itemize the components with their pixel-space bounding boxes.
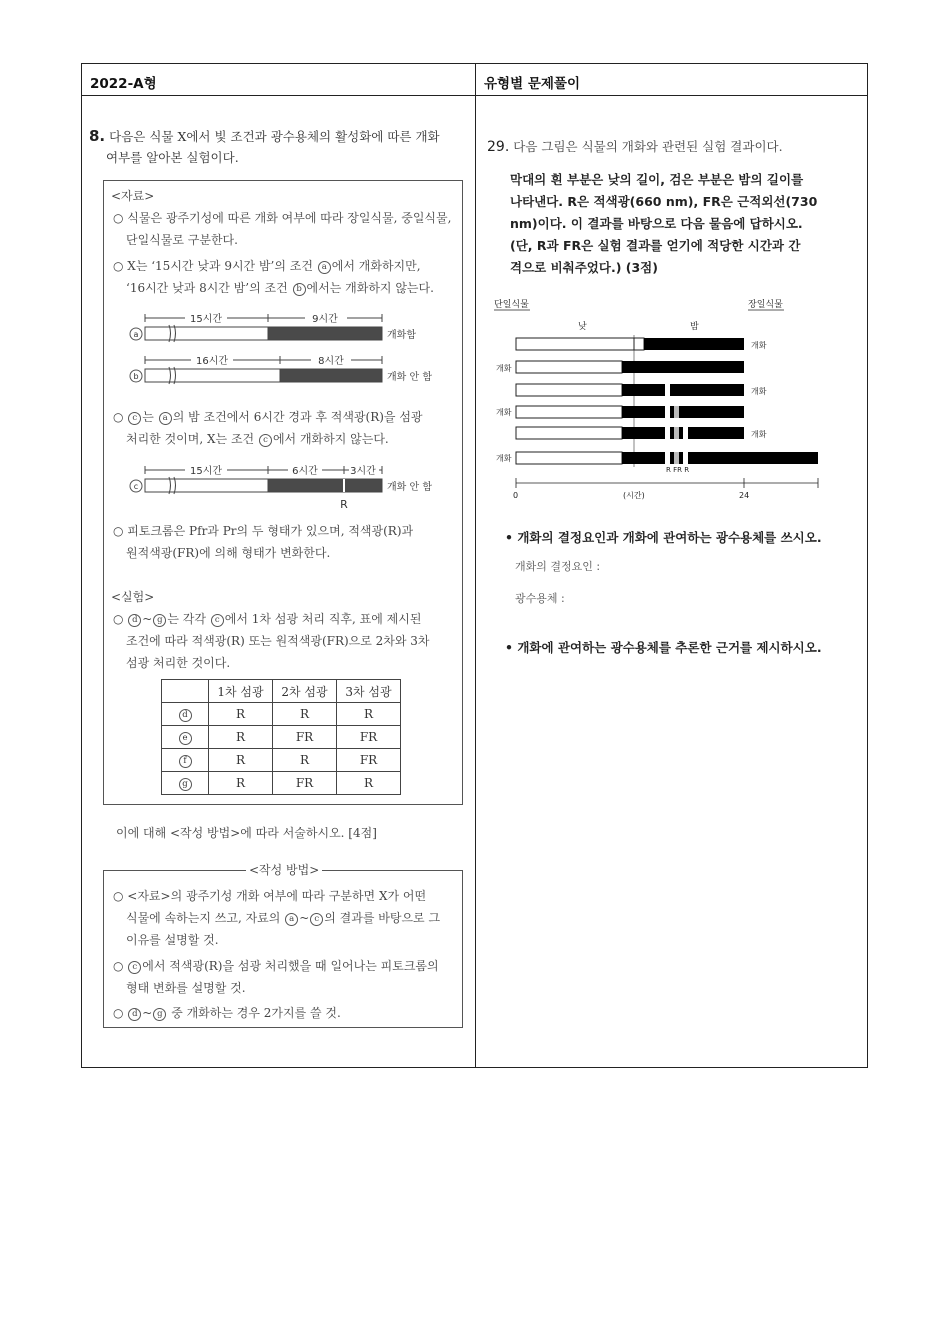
svg-text:a: a	[133, 330, 139, 339]
q8-intro-line1: 8. 다음은 식물 X에서 빛 조건과 광수용체의 활성화에 따른 개화	[89, 127, 440, 145]
bullet3-line1: ○ c 는 a 의 밤 조건에서 6시간 경과 후 적색광(R)을 섬광	[113, 410, 423, 424]
bullet3-line2: 처리한 것이며, X는 조건 c 에서 개화하지 않는다.	[126, 432, 389, 446]
night-label: 밤	[690, 322, 699, 332]
q29-para-line4: (단, R과 FR은 실험 결과를 얻기에 적당한 시간과 간	[510, 238, 801, 253]
diag-c-n2-label: 3시간	[350, 466, 376, 477]
method2-line2: 형태 변화를 설명할 것.	[126, 981, 246, 995]
mark-a: a	[318, 261, 331, 274]
diag-c-day-label: 15시간	[189, 466, 223, 477]
bullet1-line2: 단일식물로 구분한다.	[126, 233, 238, 247]
q8-intro-line2: 여부를 알아본 실험이다.	[106, 150, 239, 165]
method1-line1: ○ <자료>의 광주기성 개화 여부에 따라 구분하면 X가 어떤	[113, 889, 427, 903]
diag-b-day-label: 16시간	[195, 356, 229, 367]
experiment-line3: 섬광 처리한 것이다.	[126, 656, 231, 670]
table-row: g R FR R	[162, 772, 401, 795]
diag-a-day-label: 15시간	[189, 314, 223, 325]
experiment-line1: ○ d ~ g 는 각각 c 에서 1차 섬광 처리 직후, 표에 제시된	[113, 612, 422, 626]
q29-bullet1: • 개화의 결정요인과 개화에 관여하는 광수용체를 쓰시오.	[505, 530, 822, 545]
q29-flowering-figure	[490, 295, 830, 510]
axis-unit: (시간)	[623, 491, 645, 500]
q29-para-line5: 격으로 비춰주었다.) (3점)	[510, 260, 658, 275]
diag-c-result: 개화 안 함	[387, 482, 432, 493]
bullet2-line1: ○ X는 ‘15시간 낮과 9시간 밤’의 조건 a 에서 개화하지만,	[113, 259, 421, 273]
bullet1-line1: ○ 식물은 광주기성에 따른 개화 여부에 따라 장일식물, 중일식물,	[113, 211, 452, 225]
day-label: 낮	[578, 322, 587, 332]
diagram-b	[130, 353, 432, 384]
header-right-title: 유형별 문제풀이	[484, 76, 580, 92]
answer-label-photoreceptor: 광수용체 :	[515, 592, 565, 605]
diagram-a	[130, 311, 416, 342]
column-divider	[475, 63, 476, 1068]
svg-text:c: c	[133, 482, 139, 491]
header-divider	[81, 95, 868, 96]
short-day-plant-label: 단일식물	[494, 300, 529, 310]
bullet4-line2: 원적색광(FR)에 의해 형태가 변화한다.	[126, 546, 331, 560]
q29-para-line1: 막대의 흰 부분은 낮의 길이, 검은 부분은 밤의 길이를	[510, 172, 804, 187]
table-header-row: 1차 섬광 2차 섬광 3차 섬광	[162, 680, 401, 703]
experiment-title: <실험>	[111, 590, 155, 604]
bullet2-line2: ‘16시간 낮과 8시간 밤’의 조건 b 에서는 개화하지 않는다.	[126, 281, 434, 295]
diag-a-result: 개화함	[387, 330, 416, 341]
data-box-title: <자료>	[111, 189, 155, 203]
axis-start: 0	[513, 491, 519, 500]
diag-b-night-label: 8시간	[318, 356, 344, 367]
bullet4-line1: ○ 피토크롬은 Pfr과 Pr의 두 형태가 있으며, 적색광(R)과	[113, 524, 414, 538]
q29-para-line2: 나타낸다. R은 적색광(660 nm), FR은 근적외선(730	[510, 194, 818, 209]
svg-text:개화: 개화	[496, 408, 512, 417]
answer-label-factor: 개화의 결정요인 :	[515, 560, 601, 573]
long-day-plant-label: 장일식물	[748, 300, 783, 310]
table-row: d R R R	[162, 703, 401, 726]
method1-line3: 이유를 설명할 것.	[126, 933, 219, 947]
method2-line1: ○ c 에서 적색광(R)을 섬광 처리했을 때 일어나는 피토크롬의	[113, 959, 439, 973]
diag-c-n1-label: 6시간	[292, 466, 318, 477]
table-row: e R FR FR	[162, 726, 401, 749]
method-title: <작성 방법>	[246, 859, 322, 881]
q8-number: 8.	[89, 127, 106, 145]
diag-b-result: 개화 안 함	[387, 372, 432, 383]
q29-intro: 29. 다음 그림은 식물의 개화와 관련된 실험 결과이다.	[487, 139, 783, 155]
q29-number: 29.	[487, 139, 510, 155]
diag-a-night-label: 9시간	[312, 314, 338, 325]
svg-text:개화: 개화	[496, 454, 512, 463]
svg-text:개화: 개화	[751, 341, 767, 350]
svg-text:b: b	[133, 372, 139, 381]
header-left-title: 2022-A형	[90, 76, 157, 92]
q29-bullet2: • 개화에 관여하는 광수용체를 추론한 근거를 제시하시오.	[505, 640, 822, 655]
svg-text:개화: 개화	[496, 364, 512, 373]
flash-table	[161, 679, 401, 795]
table-row: f R R FR	[162, 749, 401, 772]
diag-c-flash-r: R	[340, 498, 348, 511]
diagram-c	[125, 462, 455, 512]
experiment-line2: 조건에 따라 적색광(R) 또는 원적색광(FR)으로 2차와 3차	[126, 634, 430, 648]
method3-line: ○ d ~ g 중 개화하는 경우 2가지를 쓸 것.	[113, 1006, 341, 1020]
q29-para-line3: nm)이다. 이 결과를 바탕으로 다음 물음에 답하시오.	[510, 216, 803, 231]
axis-end: 24	[739, 491, 750, 500]
method1-line2: 식물에 속하는지 쓰고, 자료의 a ~ c 의 결과를 바탕으로 그	[126, 911, 441, 925]
flash-labels: R FR R	[666, 466, 690, 474]
q8-instruction: 이에 대해 <작성 방법>에 따라 서술하시오. [4점]	[116, 826, 377, 840]
svg-text:개화: 개화	[751, 430, 767, 439]
svg-text:개화: 개화	[751, 387, 767, 396]
mark-b: b	[293, 283, 306, 296]
